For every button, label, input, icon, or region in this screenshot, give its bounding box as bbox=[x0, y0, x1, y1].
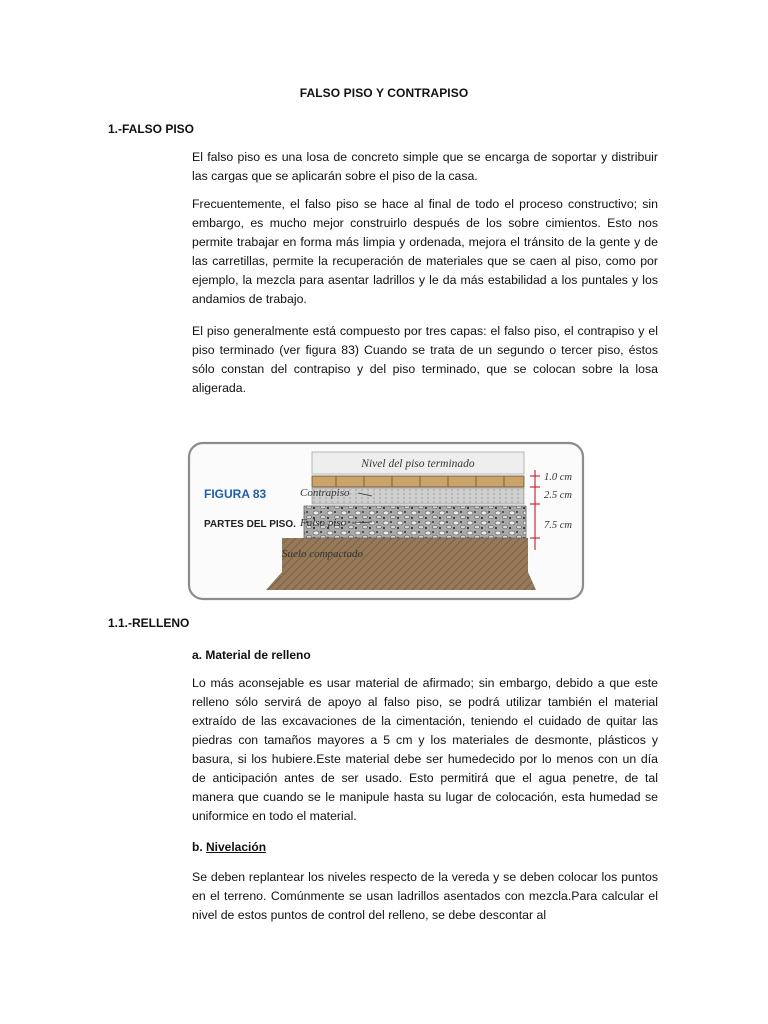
subheading-nivelacion-prefix: b. bbox=[192, 840, 206, 854]
dimension-1-0cm: 1.0 cm bbox=[544, 472, 572, 483]
label-falso-piso: Falso piso bbox=[300, 517, 347, 529]
paragraph-falso-piso-definition: El falso piso es una losa de concreto simple que se encarga de soportar y distribuir las cargas que se aplicarán sobre el piso de la casa. bbox=[192, 150, 658, 183]
subheading-nivelacion bbox=[192, 840, 266, 854]
floor-diagram bbox=[186, 440, 586, 602]
paragraph-floor-layers: El piso generalmente está compuesto por tres capas: el falso piso, el contrapiso y el piso terminado (ver figura 83) Cuando se trata de un segundo o tercer piso, éstos sólo constan del contrapiso y del piso terminado, que se colocan sobre la losa aligerada. bbox=[192, 324, 658, 395]
subheading-material-relleno: a. Material de relleno bbox=[192, 648, 311, 662]
figure-83-floor-parts bbox=[186, 440, 586, 602]
label-suelo-compactado: Suelo compactado bbox=[282, 548, 363, 560]
figure-caption: PARTES DEL PISO. bbox=[204, 519, 296, 530]
paragraph-material-relleno: Lo más aconsejable es usar material de afirmado; sin embargo, debido a que este relleno sólo servirá de apoyo al falso piso, se podrá utilizar también el material extraído de las excavaciones de la cimentación, teniendo el cuidado de quitar las piedras con tamaños mayores a 5 cm y los materiales de desmonte, plásticos y basura, si los hubiere.Este material debe ser humedecido por lo menos con un día de anticipación antes de ser usado. Esto permitirá que el agua penetre, de tal manera que cuando se le manipule hasta su lugar de colocación, esta humedad se uniformice en todo el material. bbox=[192, 676, 658, 823]
document-title: FALSO PISO Y CONTRAPISO bbox=[299, 86, 469, 100]
section-heading-relleno: 1.1.-RELLENO bbox=[108, 616, 190, 630]
dimension-2-5cm: 2.5 cm bbox=[544, 490, 572, 501]
label-contrapiso: Contrapiso bbox=[300, 487, 350, 499]
dimension-7-5cm: 7.5 cm bbox=[544, 520, 572, 531]
paragraph-nivelacion: Se deben replantear los niveles respecto de la vereda y se deben colocar los puntos en el terreno. Comúnmente se usan ladrillos asentados con mezcla.Para calcular el nivel de estos puntos de control del relleno, se debe descontar al bbox=[192, 870, 658, 922]
piso-terminado-tiles bbox=[312, 476, 524, 487]
label-nivel-piso-terminado: Nivel del piso terminado bbox=[361, 458, 475, 470]
section-heading-falso-piso: 1.-FALSO PISO bbox=[108, 122, 195, 136]
paragraph-falso-piso-construction: Frecuentemente, el falso piso se hace al final de todo el proceso constructivo; sin embargo, es mucho mejor construirlo después de los sobre cimientos. Esto nos permite trabajar en forma más limpia y ordenada, mejora el tránsito de la gente y de las carretillas, permite la recuperación de materiales que se caen al piso, como por ejemplo, la mezcla para asentar ladrillos y le da más estabilidad a los puntales y los andamios de trabajo. bbox=[192, 197, 658, 306]
compacted-soil-layer bbox=[266, 538, 536, 590]
figure-number-label: FIGURA 83 bbox=[204, 487, 267, 501]
subheading-nivelacion-title: Nivelación bbox=[206, 840, 267, 854]
